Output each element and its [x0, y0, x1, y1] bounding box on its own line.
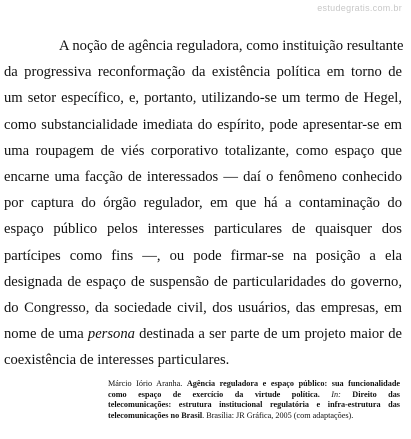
passage-line: da progressiva reconformação da existência política em torno de — [4, 64, 402, 81]
citation-in-label: In: — [331, 389, 341, 399]
passage-text-run: nome de uma — [4, 326, 88, 343]
passage-line: partícipes como fins —, ou pode firmar-se na posição a ela — [4, 247, 402, 264]
citation-line — [108, 411, 400, 422]
passage-line: coexistência de interesses particulares. — [4, 352, 230, 369]
passage-text-run: destinada a ser parte de um projeto maior de — [134, 326, 402, 343]
passage-line: uma roupagem de viés corporativo totalizante, como espaço que — [4, 142, 402, 159]
citation-author: Márcio Iório Aranha. — [108, 379, 183, 388]
italic-term: persona — [87, 326, 135, 343]
citation-publisher: . Brasília: JR Gráfica, 2005 (com adaptações). — [202, 410, 354, 420]
source-citation — [108, 379, 400, 421]
watermark: estudegratis.com.br — [317, 3, 402, 13]
citation-line — [108, 390, 400, 401]
passage-line: A noção de agência reguladora, como instituição resultante — [59, 38, 404, 54]
passage-line: do Congresso, da sociedade civil, dos usuários, das empresas, em — [4, 299, 402, 316]
citation-book: telecomunicações no Brasil — [108, 410, 203, 420]
citation-book: telecomunicações: estrutura institucional regulatória e infra-estrutura das — [108, 400, 400, 410]
passage-text — [4, 33, 402, 373]
citation-title: Agência reguladora e espaço público: sua funcionalidade — [186, 379, 401, 388]
citation-book: Direito das — [352, 389, 400, 399]
passage-line: encarne uma facção de interessados — daí o fenômeno conhecido — [4, 168, 402, 185]
passage-line: como substancialidade imediata do espírito, pode apresentar-se em — [4, 116, 402, 133]
citation-line — [108, 400, 400, 411]
passage-line: um setor específico, e, portanto, utilizando-se um termo de Hegel, — [4, 90, 402, 107]
passage-line: espaço público pelos interesses particulares de quaisquer dos — [4, 221, 402, 238]
passage-line: por captura do órgão regulador, em que há a contaminação do — [4, 195, 402, 212]
citation-line — [108, 379, 400, 390]
passage-line: designada de espaço de suspensão de particularidades do governo, — [4, 273, 402, 290]
passage-line — [4, 321, 402, 347]
citation-title: como espaço de exercício da virtude política. — [108, 389, 320, 399]
